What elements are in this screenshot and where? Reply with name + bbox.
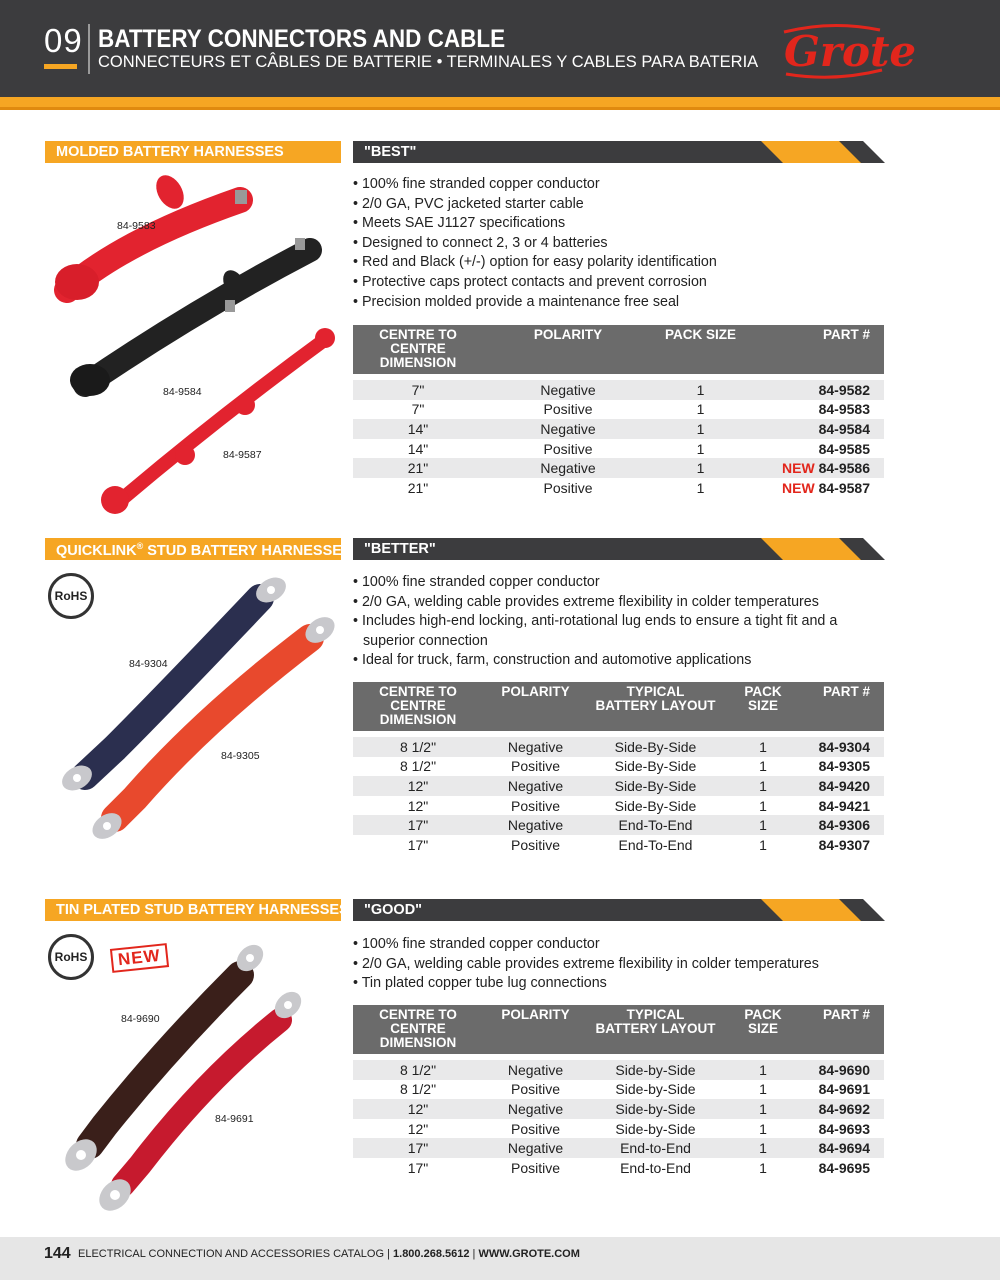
tier-label: "BETTER" xyxy=(364,541,436,557)
cell-polarity: Positive xyxy=(483,478,653,498)
cell-layout: Side-By-Side xyxy=(588,796,723,816)
cell-part xyxy=(748,380,884,400)
feature-item: • 100% fine stranded copper conductor xyxy=(353,573,843,593)
cell-polarity: Positive xyxy=(483,439,653,459)
category-tin-plated-stud-battery-harnesses: TIN PLATED STUD BATTERY HARNESSES xyxy=(45,899,341,921)
cell-polarity: Positive xyxy=(483,400,653,420)
col-header-polarity: POLARITY xyxy=(483,325,653,374)
cell-layout: Side-by-Side xyxy=(588,1060,723,1080)
page-title: BATTERY CONNECTORS AND CABLE xyxy=(98,25,506,53)
category-suffix: STUD BATTERY HARNESSES xyxy=(143,542,352,559)
cell-dimension: 7" xyxy=(353,400,483,420)
tin-plated-harness-illustration xyxy=(45,930,345,1225)
cell-layout: Side-By-Side xyxy=(588,757,723,777)
tier-bar-better xyxy=(353,538,885,560)
cell-pack: 1 xyxy=(653,478,748,498)
molded-harness-image xyxy=(45,170,345,520)
cell-part: 84-9695 xyxy=(803,1158,884,1178)
cell-pack: 1 xyxy=(723,835,803,855)
cell-layout: Side-by-Side xyxy=(588,1080,723,1100)
cell-dimension: 14" xyxy=(353,419,483,439)
category-prefix: QUICKLINK xyxy=(56,542,137,559)
phone-number: 1.800.268.5612 xyxy=(393,1248,470,1260)
cell-part: 84-9307 xyxy=(803,835,884,855)
part-number: 84-9584 xyxy=(818,420,870,437)
table-row xyxy=(353,439,884,459)
feature-item: • Ideal for truck, farm, construction and automotive applications xyxy=(353,651,843,671)
features-list-tin-plated xyxy=(353,935,843,994)
footer-text xyxy=(78,1248,580,1260)
tier-label: "GOOD" xyxy=(364,902,423,918)
table-row xyxy=(353,419,884,439)
col-header-pack-size: PACK SIZE xyxy=(723,1005,803,1054)
tin-plated-harness-image xyxy=(45,930,345,1225)
cell-layout: End-to-End xyxy=(588,1158,723,1178)
feature-item: • 2/0 GA, welding cable provides extreme flexibility in colder temperatures xyxy=(353,593,843,613)
cell-dimension: 17" xyxy=(353,835,483,855)
cell-part: 84-9305 xyxy=(803,757,884,777)
tier-bar-graphic xyxy=(353,899,885,921)
part-number: 84-9587 xyxy=(818,479,870,496)
cell-polarity: Negative xyxy=(483,380,653,400)
cell-dimension: 21" xyxy=(353,458,483,478)
cell-polarity: Negative xyxy=(483,815,588,835)
cell-polarity: Positive xyxy=(483,1080,588,1100)
cell-dimension: 7" xyxy=(353,380,483,400)
feature-item: • 100% fine stranded copper conductor xyxy=(353,935,843,955)
part-number: 84-9582 xyxy=(818,381,870,398)
cell-part xyxy=(748,478,884,498)
col-header-layout: TYPICAL BATTERY LAYOUT xyxy=(588,682,723,731)
header-accent-rule xyxy=(0,97,1000,110)
cell-polarity: Negative xyxy=(483,1138,588,1158)
cell-polarity: Negative xyxy=(483,419,653,439)
cell-part xyxy=(748,400,884,420)
feature-item: • Red and Black (+/-) option for easy polarity identification xyxy=(353,253,717,273)
cell-dimension: 12" xyxy=(353,1119,483,1139)
cell-dimension: 21" xyxy=(353,478,483,498)
new-badge: NEW xyxy=(782,460,815,477)
page-number: 144 xyxy=(44,1245,71,1262)
callout-84-9690: 84-9690 xyxy=(121,1013,160,1025)
tier-bar-graphic xyxy=(353,141,885,163)
callout-84-9583: 84-9583 xyxy=(117,220,156,232)
cell-dimension: 14" xyxy=(353,439,483,459)
cell-layout: End-to-End xyxy=(588,1138,723,1158)
cell-pack: 1 xyxy=(723,1080,803,1100)
cell-dimension: 17" xyxy=(353,1158,483,1178)
registered-mark: ® xyxy=(136,541,144,551)
section-number-underline xyxy=(44,64,77,69)
feature-item: • Meets SAE J1127 specifications xyxy=(353,214,717,234)
cell-part: 84-9694 xyxy=(803,1138,884,1158)
cell-pack: 1 xyxy=(653,419,748,439)
feature-item: • Tin plated copper tube lug connections xyxy=(353,974,843,994)
cell-pack: 1 xyxy=(723,776,803,796)
feature-item: • 2/0 GA, PVC jacketed starter cable xyxy=(353,195,717,215)
cell-pack: 1 xyxy=(723,1119,803,1139)
quicklink-harness-image xyxy=(45,568,345,858)
page-subtitle: CONNECTEURS ET CÂBLES DE BATTERIE • TERMINALES Y CABLES PARA BATERIA xyxy=(98,53,759,71)
col-header-part: PART # xyxy=(803,682,884,731)
callout-84-9691: 84-9691 xyxy=(215,1113,254,1125)
cell-pack: 1 xyxy=(723,1060,803,1080)
table-row xyxy=(353,776,884,796)
col-header-polarity: POLARITY xyxy=(483,682,588,731)
category-molded-battery-harnesses: MOLDED BATTERY HARNESSES xyxy=(45,141,341,163)
callout-84-9587: 84-9587 xyxy=(223,449,262,461)
cell-part xyxy=(748,458,884,478)
header-divider xyxy=(88,24,90,74)
table-row xyxy=(353,1099,884,1119)
cell-polarity: Negative xyxy=(483,737,588,757)
cell-pack: 1 xyxy=(723,1099,803,1119)
col-header-layout: TYPICAL BATTERY LAYOUT xyxy=(588,1005,723,1054)
table-row xyxy=(353,1080,884,1100)
cell-dimension: 8 1/2" xyxy=(353,737,483,757)
tier-label: "BEST" xyxy=(364,144,417,160)
rohs-badge: RoHS xyxy=(48,573,94,619)
cell-polarity: Negative xyxy=(483,458,653,478)
feature-item: • Precision molded provide a maintenance free seal xyxy=(353,293,717,313)
table-row xyxy=(353,1060,884,1080)
cell-dimension: 8 1/2" xyxy=(353,757,483,777)
cell-polarity: Positive xyxy=(483,796,588,816)
cell-dimension: 8 1/2" xyxy=(353,1060,483,1080)
feature-item: • Includes high-end locking, anti-rotational lug ends to ensure a tight fit and a superior connection xyxy=(353,612,843,651)
cell-pack: 1 xyxy=(723,737,803,757)
cell-pack: 1 xyxy=(723,796,803,816)
cell-part: 84-9690 xyxy=(803,1060,884,1080)
cell-layout: End-To-End xyxy=(588,815,723,835)
table-row xyxy=(353,400,884,420)
tier-bar-best xyxy=(353,141,885,163)
cell-part xyxy=(748,439,884,459)
features-list-molded xyxy=(353,175,717,312)
cell-part: 84-9420 xyxy=(803,776,884,796)
cell-polarity: Negative xyxy=(483,1060,588,1080)
cell-part: 84-9304 xyxy=(803,737,884,757)
category-quicklink-stud-battery-harnesses xyxy=(45,538,352,560)
col-header-dimension: CENTRE TO CENTRE DIMENSION xyxy=(353,325,483,374)
col-header-part: PART # xyxy=(748,325,884,374)
new-product-stamp: NEW xyxy=(110,943,169,973)
table-row xyxy=(353,757,884,777)
features-list-quicklink xyxy=(353,573,843,671)
feature-item: • Designed to connect 2, 3 or 4 batteries xyxy=(353,234,717,254)
feature-item: • Protective caps protect contacts and prevent corrosion xyxy=(353,273,717,293)
callout-84-9584: 84-9584 xyxy=(163,386,202,398)
table-row xyxy=(353,796,884,816)
cell-pack: 1 xyxy=(653,380,748,400)
col-header-pack-size: PACK SIZE xyxy=(723,682,803,731)
table-row xyxy=(353,1119,884,1139)
table-row xyxy=(353,815,884,835)
cell-dimension: 17" xyxy=(353,1138,483,1158)
cell-pack: 1 xyxy=(653,400,748,420)
feature-item: • 2/0 GA, welding cable provides extreme flexibility in colder temperatures xyxy=(353,955,843,975)
col-header-dimension: CENTRE TO CENTRE DIMENSION xyxy=(353,682,483,731)
cell-polarity: Negative xyxy=(483,776,588,796)
cell-dimension: 17" xyxy=(353,815,483,835)
brand-name: Grote xyxy=(784,27,917,76)
table-row xyxy=(353,1158,884,1178)
table-row xyxy=(353,380,884,400)
molded-harness-illustration xyxy=(45,170,345,520)
footer-separator: | xyxy=(384,1248,394,1260)
cell-pack: 1 xyxy=(653,458,748,478)
cell-part: 84-9692 xyxy=(803,1099,884,1119)
cell-layout: Side-by-Side xyxy=(588,1119,723,1139)
new-badge: NEW xyxy=(782,479,815,496)
grote-logo xyxy=(778,18,917,82)
spec-table-quicklink xyxy=(353,682,884,855)
feature-item: • 100% fine stranded copper conductor xyxy=(353,175,717,195)
part-number: 84-9585 xyxy=(818,440,870,457)
cell-part: 84-9693 xyxy=(803,1119,884,1139)
callout-84-9305: 84-9305 xyxy=(221,750,260,762)
cell-pack: 1 xyxy=(723,757,803,777)
website-link[interactable]: WWW.GROTE.COM xyxy=(478,1248,580,1260)
quicklink-harness-illustration xyxy=(45,568,345,858)
table-row xyxy=(353,737,884,757)
cell-pack: 1 xyxy=(723,1138,803,1158)
section-number: 09 xyxy=(44,22,83,59)
rohs-badge: RoHS xyxy=(48,934,94,980)
col-header-part: PART # xyxy=(803,1005,884,1054)
spec-table-molded xyxy=(353,325,884,498)
cell-dimension: 12" xyxy=(353,1099,483,1119)
cell-polarity: Positive xyxy=(483,757,588,777)
cell-dimension: 8 1/2" xyxy=(353,1080,483,1100)
cell-part: 84-9306 xyxy=(803,815,884,835)
cell-polarity: Positive xyxy=(483,1119,588,1139)
table-row xyxy=(353,1138,884,1158)
table-row xyxy=(353,478,884,498)
part-number: 84-9583 xyxy=(818,401,870,418)
cell-dimension: 12" xyxy=(353,776,483,796)
cell-layout: End-To-End xyxy=(588,835,723,855)
cell-pack: 1 xyxy=(723,815,803,835)
cell-layout: Side-By-Side xyxy=(588,737,723,757)
cell-polarity: Positive xyxy=(483,1158,588,1178)
cell-polarity: Negative xyxy=(483,1099,588,1119)
tier-bar-good xyxy=(353,899,885,921)
cell-pack: 1 xyxy=(723,1158,803,1178)
cell-dimension: 12" xyxy=(353,796,483,816)
table-row xyxy=(353,835,884,855)
col-header-polarity: POLARITY xyxy=(483,1005,588,1054)
callout-84-9304: 84-9304 xyxy=(129,658,168,670)
cell-part: 84-9691 xyxy=(803,1080,884,1100)
cell-polarity: Positive xyxy=(483,835,588,855)
cell-layout: Side-by-Side xyxy=(588,1099,723,1119)
footer-separator: | xyxy=(469,1248,479,1260)
cell-layout: Side-By-Side xyxy=(588,776,723,796)
cell-part xyxy=(748,419,884,439)
spec-table-tin-plated xyxy=(353,1005,884,1178)
cell-part: 84-9421 xyxy=(803,796,884,816)
part-number: 84-9586 xyxy=(818,460,870,477)
col-header-dimension: CENTRE TO CENTRE DIMENSION xyxy=(353,1005,483,1054)
cell-pack: 1 xyxy=(653,439,748,459)
col-header-pack-size: PACK SIZE xyxy=(653,325,748,374)
catalog-name: ELECTRICAL CONNECTION AND ACCESSORIES CATALOG xyxy=(78,1248,385,1260)
table-row xyxy=(353,458,884,478)
